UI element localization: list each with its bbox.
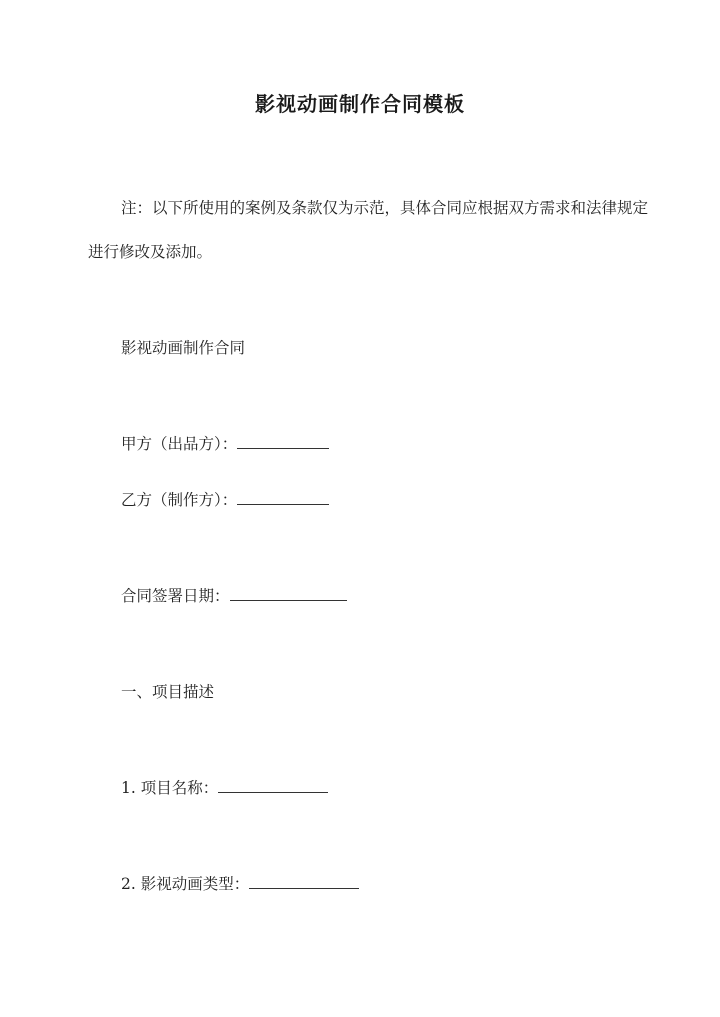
party-b-line	[121, 488, 329, 510]
party-a-line	[121, 432, 329, 454]
sign-date-blank[interactable]	[230, 586, 347, 601]
sign-date-line	[121, 584, 347, 606]
contract-heading: 影视动画制作合同	[121, 339, 246, 357]
item-2-label: 2. 影视动画类型：	[121, 875, 250, 893]
item-2-blank[interactable]	[249, 874, 359, 889]
party-b-label: 乙方（制作方）：	[121, 491, 238, 509]
party-a-label: 甲方（出品方）：	[121, 435, 238, 453]
item-2-line	[121, 872, 359, 894]
item-1-line	[121, 776, 328, 798]
note-paragraph: 注：以下所使用的案例及条款仅为示范，具体合同应根据双方需求和法律规定进行修改及添加。	[88, 199, 649, 261]
item-1-blank[interactable]	[218, 778, 328, 793]
item-1-label: 1. 项目名称：	[121, 779, 219, 797]
sign-date-label: 合同签署日期：	[121, 587, 230, 605]
party-b-blank[interactable]	[237, 490, 329, 505]
document-title: 影视动画制作合同模板	[255, 92, 465, 116]
party-a-blank[interactable]	[237, 434, 329, 449]
section-1-title: 一、项目描述	[121, 683, 215, 701]
